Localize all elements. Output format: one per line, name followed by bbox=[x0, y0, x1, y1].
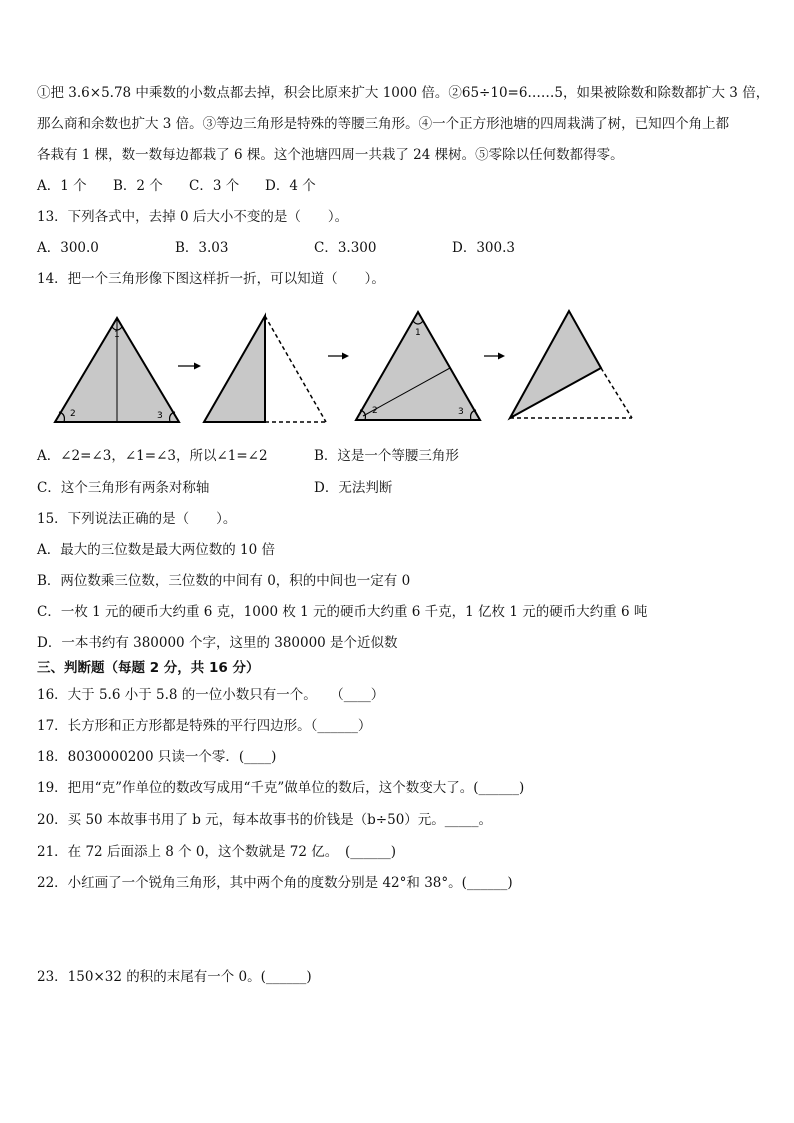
judge-item-17: 17．长方形和正方形都是特殊的平行四边形。（______） bbox=[37, 718, 372, 734]
angle-label-3: 3 bbox=[157, 411, 163, 421]
q15-option-c[interactable]: C．一枚 1 元的硬币大约重 6 克，1000 枚 1 元的硬币大约重 6 千克，1 亿枚 1 元的硬币大约重 6 吨 bbox=[37, 604, 648, 620]
judge-item-23: 23．150×32 的积的末尾有一个 0。(______) bbox=[37, 969, 312, 985]
q15-option-a[interactable]: A．最大的三位数是最大两位数的 10 倍 bbox=[37, 542, 276, 558]
q12-line-2: 那么商和余数也扩大 3 倍。③等边三角形是特殊的等腰三角形。④一个正方形池塘的四周栽满了树，已知四个角上都 bbox=[37, 116, 730, 132]
q13-option-b[interactable]: B．3.03 bbox=[175, 240, 229, 256]
q13-option-d[interactable]: D．300.3 bbox=[452, 240, 515, 256]
angle-label-3: 3 bbox=[458, 407, 464, 417]
q12-line-1: ①把 3.6×5.78 中乘数的小数点都去掉，积会比原来扩大 1000 倍。②65÷10=6……5，如果被除数和除数都扩大 3 倍， bbox=[37, 85, 770, 101]
q12-option-c[interactable]: C．3 个 bbox=[189, 178, 240, 194]
angle-label-2: 2 bbox=[372, 406, 378, 416]
q13-stem: 13．下列各式中，去掉 0 后大小不变的是（ ）。 bbox=[37, 209, 349, 225]
section-title: 三、判断题（每题 2 分，共 16 分） bbox=[37, 660, 260, 676]
judge-item-18: 18．8030000200 只读一个零．(____) bbox=[37, 749, 277, 765]
q12-line-3: 各栽有 1 棵，数一数每边都栽了 6 棵。这个池塘四周一共栽了 24 棵树。⑤零除以任何数都得零。 bbox=[37, 147, 624, 163]
triangle-figure-4 bbox=[510, 311, 632, 418]
angle-label-1: 1 bbox=[415, 328, 421, 338]
arrow-icon bbox=[178, 363, 201, 370]
arrow-icon bbox=[328, 353, 349, 360]
angle-label-2: 2 bbox=[70, 409, 76, 419]
q14-option-c[interactable]: C．这个三角形有两条对称轴 bbox=[37, 480, 210, 496]
q13-option-a[interactable]: A．300.0 bbox=[37, 240, 99, 256]
arrow-icon bbox=[484, 353, 505, 360]
judge-item-16: 16．大于 5.6 小于 5.8 的一位小数只有一个。 （____） bbox=[37, 687, 385, 703]
judge-item-20: 20．买 50 本故事书用了 b 元，每本故事书的价钱是（b÷50）元。_____。 bbox=[37, 812, 493, 828]
q13-option-c[interactable]: C．3.300 bbox=[314, 240, 377, 256]
judge-item-19: 19．把用“克”作单位的数改写成用“千克”做单位的数后，这个数变大了。(______) bbox=[37, 780, 525, 796]
judge-item-21: 21．在 72 后面添上 8 个 0，这个数就是 72 亿。 (______) bbox=[37, 844, 397, 860]
angle-label-1: 1 bbox=[114, 330, 120, 340]
triangle-figure-3 bbox=[356, 312, 480, 420]
triangle-figure-1 bbox=[55, 318, 179, 422]
q12-option-d[interactable]: D．4 个 bbox=[265, 178, 316, 194]
q14-option-d[interactable]: D．无法判断 bbox=[314, 480, 393, 496]
q12-option-b[interactable]: B．2 个 bbox=[113, 178, 163, 194]
q14-option-a[interactable]: A．∠2=∠3，∠1=∠3，所以∠1=∠2 bbox=[37, 448, 268, 464]
q14-option-b[interactable]: B．这是一个等腰三角形 bbox=[314, 448, 459, 464]
triangle-figure-2 bbox=[204, 316, 326, 422]
q14-stem: 14．把一个三角形像下图这样折一折，可以知道（ ）。 bbox=[37, 271, 385, 287]
q12-option-a[interactable]: A．1 个 bbox=[37, 178, 87, 194]
judge-item-22: 22．小红画了一个锐角三角形，其中两个角的度数分别是 42°和 38°。(______) bbox=[37, 875, 513, 891]
q15-option-b[interactable]: B．两位数乘三位数，三位数的中间有 0，积的中间也一定有 0 bbox=[37, 573, 411, 589]
q15-stem: 15．下列说法正确的是（ ）。 bbox=[37, 511, 237, 527]
q15-option-d[interactable]: D．一本书约有 380000 个字，这里的 380000 是个近似数 bbox=[37, 635, 398, 651]
